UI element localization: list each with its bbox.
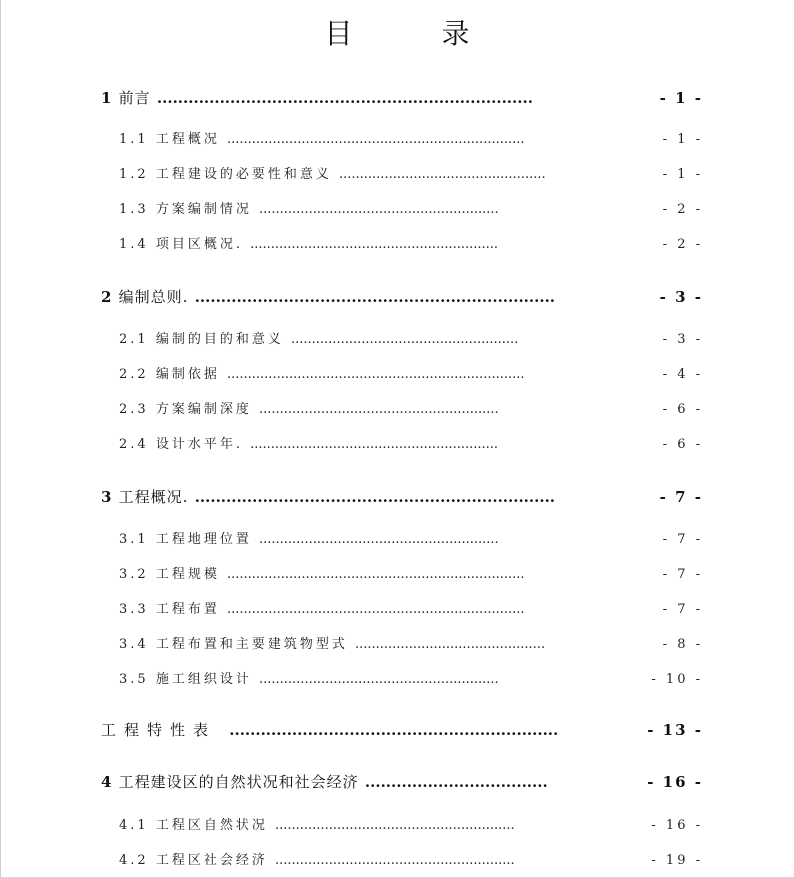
toc-leader: ............................................................ xyxy=(250,237,499,252)
toc-entry xyxy=(119,364,525,386)
toc-label: 工程建设区的自然状况和社会经济 xyxy=(118,773,359,791)
toc-page-number: - 1 - xyxy=(662,132,703,147)
toc-number: 1.3 xyxy=(119,202,149,217)
toc-entry xyxy=(119,434,499,456)
toc-label: 工程区自然状况 xyxy=(155,818,268,833)
toc-row[interactable] xyxy=(0,329,794,351)
toc-entry xyxy=(101,719,559,741)
toc-row[interactable] xyxy=(0,564,794,586)
toc-number: 2.2 xyxy=(119,367,149,382)
toc-leader: .......................................................... xyxy=(258,402,499,417)
toc-label: 工程概况. xyxy=(118,488,189,506)
toc-label: 编制的目的和意义 xyxy=(155,332,284,347)
toc-page-number: - 2 - xyxy=(662,237,703,252)
toc-label: 工程规模 xyxy=(155,567,220,582)
toc-leader: ........................................................................ xyxy=(226,602,525,617)
toc-label: 工程区社会经济 xyxy=(155,853,268,868)
toc-leader: ........................................................................ xyxy=(156,89,533,107)
toc-label: 工程建设的必要性和意义 xyxy=(155,167,332,182)
toc-number: 1.4 xyxy=(119,237,149,252)
toc-number: 1.1 xyxy=(119,132,149,147)
toc-leader: ........................................................................ xyxy=(226,367,525,382)
toc-page-number: - 7 - xyxy=(662,567,703,582)
toc-row[interactable] xyxy=(0,719,794,741)
toc-page-number: - 7 - xyxy=(659,488,703,506)
toc-entry xyxy=(119,234,499,256)
toc-row[interactable] xyxy=(0,434,794,456)
toc-row[interactable] xyxy=(0,634,794,656)
toc-entry xyxy=(119,850,515,872)
toc-leader: ..................................................................... xyxy=(194,288,556,306)
toc-page-number: - 7 - xyxy=(662,602,703,617)
toc-number: 4.2 xyxy=(119,853,149,868)
toc-leader: ................................... xyxy=(364,773,548,791)
toc-page-number: - 19 - xyxy=(651,853,703,868)
toc-leader: ............................................................... xyxy=(229,721,559,739)
toc-number: 4.1 xyxy=(119,818,149,833)
toc-label: 方案编制情况 xyxy=(155,202,252,217)
toc-entry xyxy=(101,286,556,308)
toc-row[interactable] xyxy=(0,529,794,551)
toc-number: 2.1 xyxy=(119,332,149,347)
toc-leader: .......................................................... xyxy=(258,672,499,687)
toc-row[interactable] xyxy=(0,87,794,109)
toc-page-number: - 6 - xyxy=(662,437,703,452)
toc-number: 3.5 xyxy=(119,672,149,687)
toc-leader: .......................................................... xyxy=(274,818,515,833)
toc-number: 3.1 xyxy=(119,532,149,547)
toc-row[interactable] xyxy=(0,771,794,793)
toc-number: 4 xyxy=(101,773,113,791)
toc-page-number: - 6 - xyxy=(662,402,703,417)
toc-entry xyxy=(119,529,499,551)
toc-label: 工程地理位置 xyxy=(155,532,252,547)
toc-number: 1 xyxy=(101,89,113,107)
toc-label: 编制依据 xyxy=(155,367,220,382)
toc-page-number: - 7 - xyxy=(662,532,703,547)
toc-number: 2.3 xyxy=(119,402,149,417)
toc-label: 施工组织设计 xyxy=(155,672,252,687)
toc-leader: ........................................................................ xyxy=(226,132,525,147)
toc-entry xyxy=(119,164,546,186)
toc-number: 3.2 xyxy=(119,567,149,582)
toc-entry xyxy=(119,564,525,586)
toc-page-number: - 2 - xyxy=(662,202,703,217)
toc-leader: .............................................. xyxy=(354,637,546,652)
toc-row[interactable] xyxy=(0,286,794,308)
toc-leader: .......................................................... xyxy=(258,532,499,547)
toc-number: 3.3 xyxy=(119,602,149,617)
toc-label: 编制总则. xyxy=(118,288,189,306)
toc-label: 工程特性表 xyxy=(101,721,217,739)
toc-page-number: - 16 - xyxy=(651,818,703,833)
toc-row[interactable] xyxy=(0,815,794,837)
toc-leader: .................................................. xyxy=(338,167,546,182)
toc-page-number: - 3 - xyxy=(659,288,703,306)
toc-page-number: - 13 - xyxy=(647,721,703,739)
toc-row[interactable] xyxy=(0,234,794,256)
toc-page-number: - 1 - xyxy=(659,89,703,107)
toc-page-number: - 1 - xyxy=(662,167,703,182)
toc-leader: .......................................................... xyxy=(258,202,499,217)
toc-entry xyxy=(119,599,525,621)
toc-leader: ....................................................... xyxy=(290,332,519,347)
toc-row[interactable] xyxy=(0,364,794,386)
toc-page-number: - 10 - xyxy=(651,672,703,687)
toc-row[interactable] xyxy=(0,399,794,421)
toc-row[interactable] xyxy=(0,599,794,621)
toc-row[interactable] xyxy=(0,199,794,221)
toc-number: 3.4 xyxy=(119,637,149,652)
toc-row[interactable] xyxy=(0,129,794,151)
toc-label: 工程布置和主要建筑物型式 xyxy=(155,637,348,652)
toc-leader: .......................................................... xyxy=(274,853,515,868)
toc-leader: ............................................................ xyxy=(250,437,499,452)
toc-entry xyxy=(119,669,499,691)
toc-number: 3 xyxy=(101,488,113,506)
toc-number: 1.2 xyxy=(119,167,149,182)
toc-entry xyxy=(119,815,515,837)
toc-entry xyxy=(101,87,533,109)
toc-row[interactable] xyxy=(0,850,794,872)
toc-number: 2.4 xyxy=(119,437,149,452)
toc-label: 工程概况 xyxy=(155,132,220,147)
toc-entry xyxy=(119,399,499,421)
toc-entry xyxy=(101,771,550,793)
toc-page-number: - 4 - xyxy=(662,367,703,382)
toc-page-number: - 16 - xyxy=(647,773,703,791)
toc-entry xyxy=(119,129,525,151)
toc-label: 方案编制深度 xyxy=(155,402,252,417)
toc-row[interactable] xyxy=(0,164,794,186)
toc-leader: ........................................................................ xyxy=(226,567,525,582)
page-title: 目 录 xyxy=(324,17,510,50)
toc-entry xyxy=(119,199,499,221)
toc-label: 前言 xyxy=(118,89,151,107)
toc-entry xyxy=(119,634,546,656)
toc-entry xyxy=(101,486,556,508)
toc-label: 工程布置 xyxy=(155,602,220,617)
toc-row[interactable] xyxy=(0,669,794,691)
toc-label: 项目区概况. xyxy=(155,237,243,252)
toc-page-number: - 3 - xyxy=(662,332,703,347)
toc-leader: ..................................................................... xyxy=(194,488,556,506)
toc-row[interactable] xyxy=(0,486,794,508)
toc-page-number: - 8 - xyxy=(662,637,703,652)
toc-number: 2 xyxy=(101,288,113,306)
toc-label: 设计水平年. xyxy=(155,437,243,452)
toc-entry xyxy=(119,329,519,351)
